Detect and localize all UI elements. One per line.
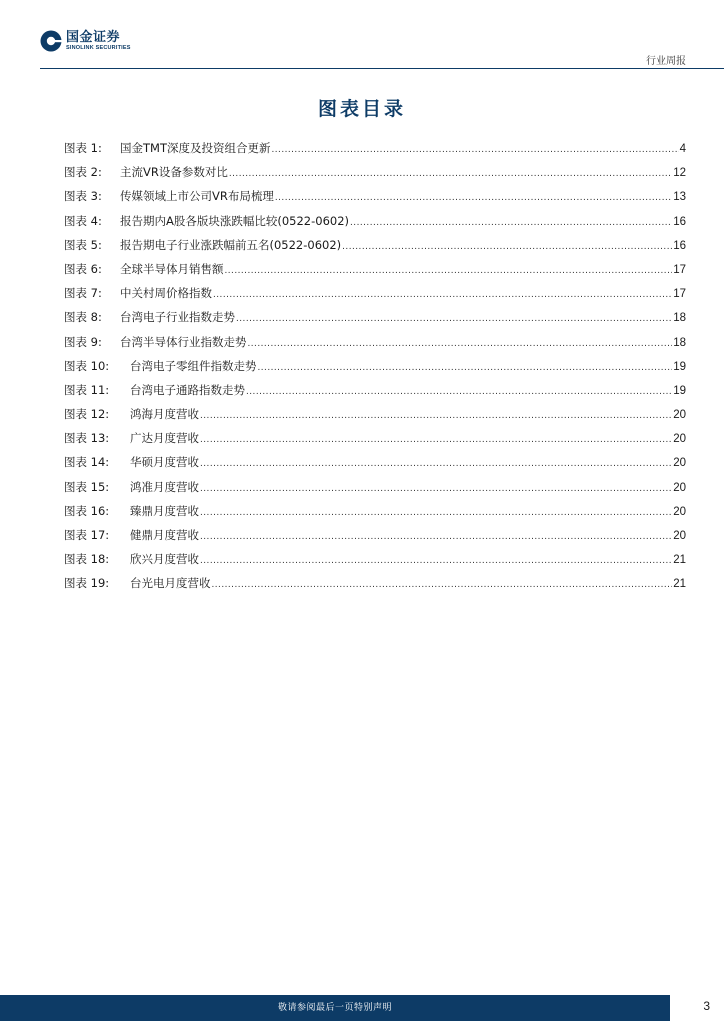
toc-entry-page: 17 — [673, 288, 686, 301]
toc-entry-title[interactable]: 传媒领域上市公司VR布局梳理 — [120, 189, 274, 204]
toc-dot-leader — [248, 338, 673, 349]
toc-entry-page: 19 — [673, 360, 686, 373]
toc-entry[interactable] — [64, 527, 686, 551]
toc-entry-label: 图表 12: — [64, 407, 110, 422]
toc-dot-leader — [200, 458, 672, 469]
toc-entry-page: 16 — [673, 215, 686, 228]
toc-entry-label: 图表 8: — [64, 310, 102, 325]
toc-entry-page: 20 — [673, 481, 686, 494]
toc-dot-leader — [229, 168, 672, 179]
toc-entry-page: 18 — [673, 336, 686, 349]
header-divider — [40, 68, 724, 69]
toc-entry[interactable] — [64, 140, 686, 164]
toc-entry-page: 19 — [673, 384, 686, 397]
toc-entry-label: 图表 1: — [64, 141, 102, 155]
toc-dot-leader — [350, 217, 672, 228]
toc-entry[interactable] — [64, 309, 686, 333]
toc-entry-page: 21 — [673, 578, 686, 591]
toc-entry[interactable] — [64, 237, 686, 261]
toc-entry[interactable] — [64, 454, 686, 478]
toc-entry-title[interactable]: 台湾半导体行业指数走势 — [120, 334, 247, 349]
toc-entry-label: 图表 17: — [64, 528, 110, 542]
page-number: 3 — [703, 999, 710, 1013]
toc-entry-label: 图表 4: — [64, 213, 102, 228]
toc-dot-leader — [213, 289, 672, 300]
toc-entry[interactable] — [64, 261, 686, 285]
toc-dot-leader — [200, 410, 672, 421]
toc-entry[interactable] — [64, 479, 686, 503]
toc-entry-label: 图表 15: — [64, 479, 110, 494]
toc-entry-label: 图表 3: — [64, 189, 102, 204]
toc-entry-label: 图表 11: — [64, 382, 110, 397]
toc-entry-title[interactable]: 报告期电子行业涨跌幅前五名(0522-0602) — [120, 237, 342, 252]
toc-entry-label: 图表 19: — [64, 576, 110, 591]
toc-entry-label: 图表 13: — [64, 431, 110, 446]
toc-entry[interactable] — [64, 334, 686, 358]
toc-entry-page: 20 — [673, 505, 686, 518]
toc-entry-title[interactable]: 台湾电子行业指数走势 — [120, 310, 235, 325]
toc-entry-page: 18 — [673, 312, 686, 325]
toc-entry-title[interactable]: 报告期内A股各版块涨跌幅比较(0522-0602) — [120, 213, 350, 228]
toc-entry-page: 20 — [673, 433, 686, 446]
sinolink-logo-icon — [40, 30, 62, 52]
toc-entry-page: 17 — [673, 263, 686, 276]
toc-entry-page: 4 — [679, 143, 686, 155]
toc-entry-title[interactable]: 台光电月度营收 — [130, 576, 211, 591]
toc-dot-leader — [200, 531, 672, 542]
footer-disclaimer: 敬请参阅最后一页特别声明 — [277, 1003, 392, 1013]
toc-entry-title[interactable]: 台湾电子零组件指数走势 — [130, 358, 257, 373]
toc-entry-label: 图表 2: — [64, 165, 102, 180]
toc-entry-title[interactable]: 全球半导体月销售额 — [120, 261, 224, 276]
toc-entry-page: 20 — [673, 457, 686, 470]
toc-dot-leader — [200, 434, 672, 445]
toc-entry-page: 13 — [673, 191, 686, 204]
toc-entry-label: 图表 16: — [64, 503, 110, 518]
toc-entry[interactable] — [64, 575, 686, 599]
toc-entry-label: 图表 10: — [64, 358, 110, 373]
toc-entry[interactable] — [64, 164, 686, 188]
toc-entry-label: 图表 6: — [64, 261, 102, 276]
toc-entry-title[interactable]: 华硕月度营收 — [130, 455, 199, 470]
toc-dot-leader — [236, 313, 672, 324]
toc-entry[interactable] — [64, 503, 686, 527]
toc-entry-title[interactable]: 臻鼎月度营收 — [130, 503, 199, 518]
toc-entry-label: 图表 18: — [64, 552, 110, 567]
toc-entry-title[interactable]: 主流VR设备参数对比 — [120, 165, 228, 180]
toc-entry-title[interactable]: 健鼎月度营收 — [130, 528, 199, 542]
toc-dot-leader — [200, 507, 672, 518]
toc-entry-page: 21 — [673, 554, 686, 567]
toc-dot-leader — [246, 386, 672, 397]
toc-entry-label: 图表 9: — [64, 334, 102, 349]
toc-entry-title[interactable]: 台湾电子通路指数走势 — [130, 382, 245, 397]
toc-entry-page: 16 — [673, 239, 686, 252]
toc-dot-leader — [342, 241, 672, 252]
toc-entry[interactable] — [64, 382, 686, 406]
page-title: 图表目录 — [317, 98, 406, 120]
toc-entry-page: 12 — [673, 167, 686, 180]
toc-entry-title[interactable]: 鸿准月度营收 — [130, 479, 199, 494]
toc-dot-leader — [212, 579, 673, 590]
toc-entry-page: 20 — [673, 530, 686, 542]
toc-entry-label: 图表 5: — [64, 237, 102, 252]
toc-dot-leader — [225, 265, 673, 276]
company-logo — [40, 30, 131, 52]
toc-entry-label: 图表 7: — [64, 286, 102, 301]
toc-dot-leader — [271, 144, 678, 155]
toc-dot-leader — [275, 192, 672, 203]
toc-entry[interactable] — [64, 285, 686, 309]
toc-entry-title[interactable]: 欣兴月度营收 — [130, 552, 199, 567]
toc-entry-title[interactable]: 国金TMT深度及投资组合更新 — [120, 141, 271, 155]
table-of-figures — [64, 140, 686, 600]
toc-entry[interactable] — [64, 188, 686, 212]
toc-dot-leader — [258, 362, 673, 373]
toc-entry[interactable] — [64, 430, 686, 454]
toc-entry-title[interactable]: 中关村周价格指数 — [120, 286, 212, 301]
toc-entry[interactable] — [64, 406, 686, 430]
page-header — [0, 0, 724, 70]
toc-entry[interactable] — [64, 551, 686, 575]
toc-entry-label: 图表 14: — [64, 455, 110, 470]
toc-entry-title[interactable]: 鸿海月度营收 — [130, 407, 199, 422]
toc-entry[interactable] — [64, 358, 686, 382]
toc-entry[interactable] — [64, 213, 686, 237]
report-type-label: 行业周报 — [646, 56, 686, 67]
toc-dot-leader — [200, 555, 672, 566]
toc-dot-leader — [200, 483, 672, 494]
logo-english-name: SINOLINK SECURITIES — [66, 44, 131, 51]
toc-entry-page: 20 — [673, 409, 686, 422]
toc-entry-title[interactable]: 广达月度营收 — [130, 431, 199, 446]
logo-chinese-name: 国金证券 — [66, 29, 121, 45]
